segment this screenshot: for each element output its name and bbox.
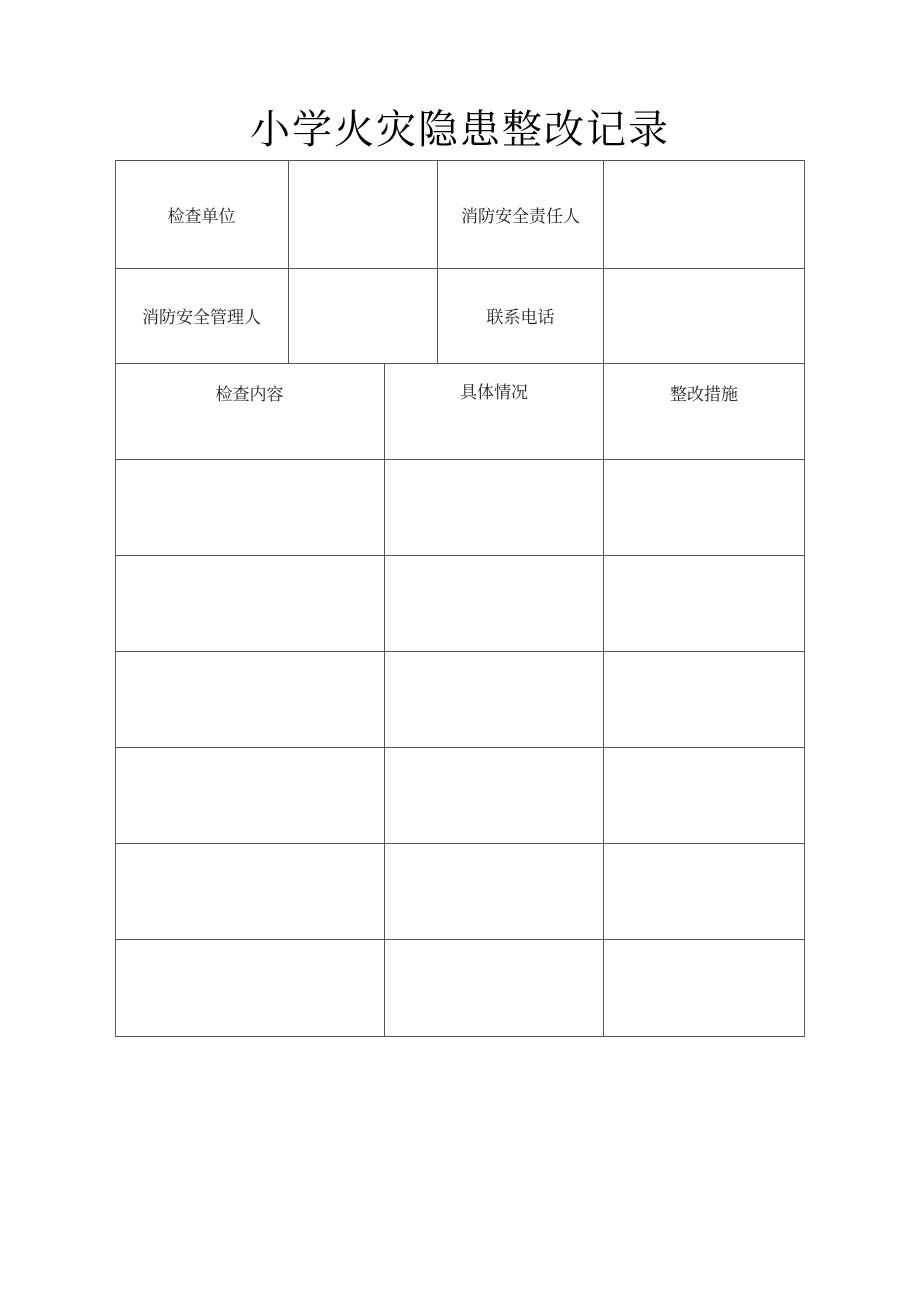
- contact-phone-label: 联系电话: [486, 308, 555, 328]
- table-cell-specific-situation[interactable]: [385, 652, 603, 747]
- contact-phone-field[interactable]: [604, 269, 804, 363]
- table-cell-specific-situation[interactable]: [385, 844, 603, 939]
- table-border-right: [804, 160, 805, 1037]
- table-cell-inspection-content[interactable]: [116, 460, 384, 555]
- fire-safety-manager-field[interactable]: [289, 269, 437, 363]
- table-cell-rectification-measures[interactable]: [604, 556, 804, 651]
- table-cell-rectification-measures[interactable]: [604, 748, 804, 843]
- table-cell-inspection-content[interactable]: [116, 556, 384, 651]
- table-cell-rectification-measures[interactable]: [604, 844, 804, 939]
- table-cell-rectification-measures[interactable]: [604, 652, 804, 747]
- table-cell-inspection-content[interactable]: [116, 844, 384, 939]
- column-header-inspection-content: 检查内容: [215, 385, 284, 405]
- table-cell-rectification-measures[interactable]: [604, 940, 804, 1036]
- column-header-rectification-measures: 整改措施: [670, 385, 738, 405]
- column-header-specific-situation: 具体情况: [460, 383, 528, 403]
- row-divider: [115, 363, 805, 364]
- inspection-unit-field[interactable]: [289, 161, 437, 268]
- fire-hazard-rectification-form: [115, 160, 805, 1037]
- page-title: 小学火灾隐患整改记录: [250, 107, 670, 153]
- table-cell-inspection-content[interactable]: [116, 748, 384, 843]
- table-cell-specific-situation[interactable]: [385, 460, 603, 555]
- fire-safety-responsible-label: 消防安全责任人: [461, 206, 580, 227]
- table-cell-rectification-measures[interactable]: [604, 460, 804, 555]
- fire-safety-responsible-field[interactable]: [604, 161, 804, 268]
- fire-safety-manager-label: 消防安全管理人: [142, 308, 261, 328]
- table-cell-specific-situation[interactable]: [385, 556, 603, 651]
- table-cell-inspection-content[interactable]: [116, 652, 384, 747]
- table-cell-specific-situation[interactable]: [385, 940, 603, 1036]
- table-cell-specific-situation[interactable]: [385, 748, 603, 843]
- table-cell-inspection-content[interactable]: [116, 940, 384, 1036]
- inspection-unit-label: 检查单位: [167, 206, 236, 227]
- table-border-bottom: [115, 1036, 805, 1037]
